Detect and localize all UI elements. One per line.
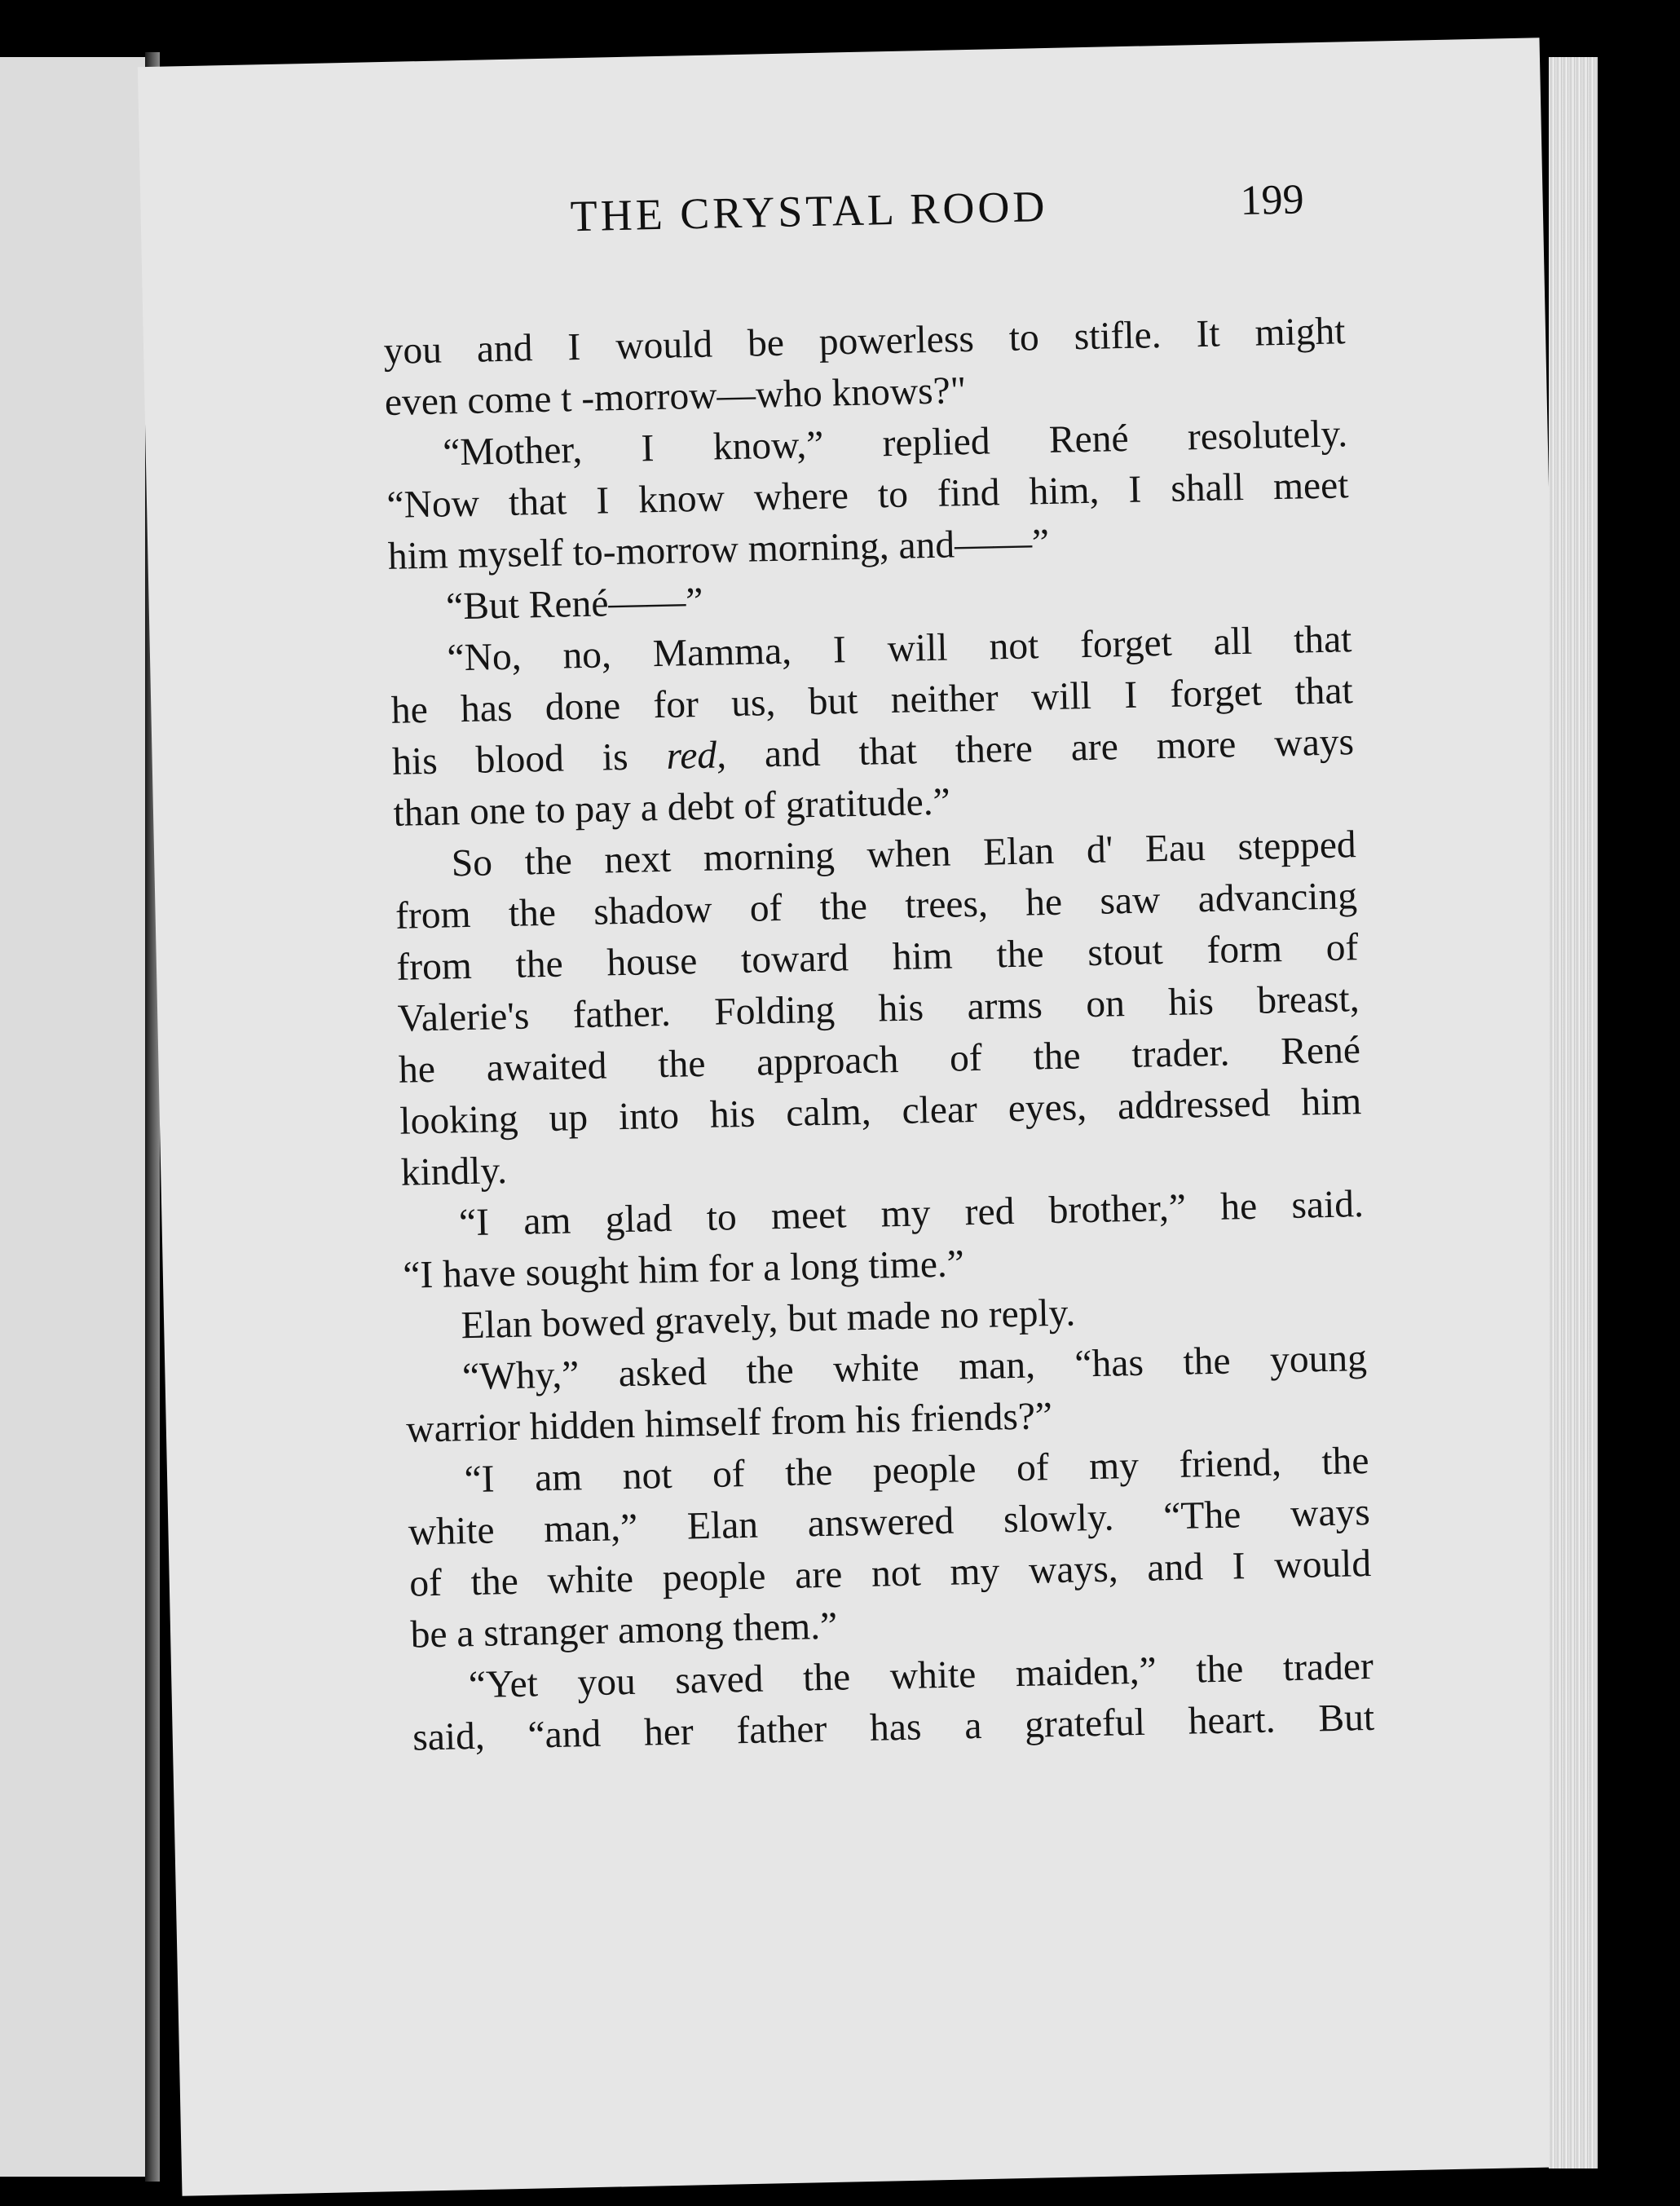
text-line: from the shadow of the trees, he saw advancing (395, 875, 1358, 938)
text-line: “Mother, I know,” replied René resolutely. (442, 413, 1348, 474)
text-line: white man,” Elan answered slowly. “The ways (408, 1490, 1371, 1554)
scan-background (1598, 49, 1680, 2206)
text-line: “I am not of the people of my friend, the (464, 1439, 1369, 1502)
text-line: he has done for us, but neither will I forget that (390, 669, 1354, 732)
text-line: than one to pay a debt of gratitude.” (392, 780, 951, 835)
page-number: 199 (1239, 176, 1305, 225)
text-line: he awaited the approach of the trader. René (398, 1029, 1361, 1092)
text-line: “No, no, Mamma, I will not forget all that (447, 618, 1352, 680)
text-line: “Now that I know where to find him, I shall meet (386, 464, 1349, 527)
text-line: him myself to-morrow morning, and——” (387, 521, 1050, 578)
text-line: warrior hidden himself from his friends?” (405, 1395, 1053, 1451)
text-line: “I am glad to meet my red brother,” he said. (458, 1183, 1365, 1245)
body-text (383, 306, 1375, 1763)
text-line: looking up into his calm, clear eyes, addressed him (399, 1080, 1362, 1143)
italic-word: red, (666, 734, 727, 778)
text-line: “I have sought him for a long time.” (402, 1242, 965, 1297)
text-line: said, “and her father has a grateful heart. But (412, 1696, 1375, 1759)
text-line: So the next morning when Elan d' Eau stepped (451, 823, 1357, 885)
text-run: his blood is (391, 735, 668, 783)
text-run: and that there are more ways (725, 721, 1355, 777)
text-line: of the white people are not my ways, and I would (408, 1542, 1372, 1605)
text-line: “But René——” (445, 580, 703, 629)
text-line: even come t -morrow—who knows?" (384, 369, 967, 424)
page-edges (1549, 57, 1598, 2168)
left-page-margin (0, 57, 145, 2177)
running-head-title: THE CRYSTAL ROOD (570, 181, 1048, 241)
text-line: kindly. (400, 1149, 508, 1194)
text-line: you and I would be powerless to stifle. It might (383, 310, 1346, 373)
text-line: “Yet you saved the white maiden,” the trader (468, 1644, 1374, 1707)
text-line: “Why,” asked the white man, “has the young (461, 1337, 1368, 1399)
text-line: be a stranger among them.” (410, 1604, 838, 1657)
text-line: from the house toward him the stout form of (395, 926, 1359, 989)
text-line: Valerie's father. Folding his arms on his breast, (397, 977, 1360, 1040)
text-line: Elan bowed gravely, but made no reply. (461, 1291, 1076, 1348)
